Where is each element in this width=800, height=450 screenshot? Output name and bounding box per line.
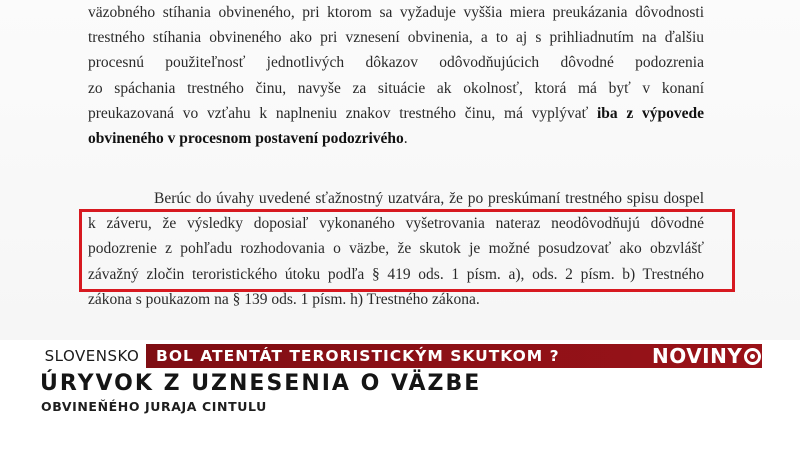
document-line: zákona s poukazom na § 139 ods. 1 písm. h) Trestného zákona.: [88, 290, 480, 308]
document-line: zo spáchania trestného činu, navyše za situácie ak okolnosť, ktorá má byť v konaní: [88, 79, 704, 97]
document-line: trestného stíhania obvineného ako pri vznesení obvinenia, a to aj s prihliadnutím na ďalšiu: [88, 29, 704, 47]
document-line: podozrenie z pohľadu rozhodovania o väzbe, že skutok je možné posudzovať ako obzvlášť: [88, 240, 704, 258]
document-line-text: .: [403, 130, 408, 148]
document-line: [88, 126, 704, 151]
caption-title: ÚRYVOK Z UZNESENIA O VÄZBE: [40, 371, 482, 396]
document-bold-text: obvineného v procesnom postavení podozrivého: [88, 130, 404, 148]
document-line-text: preukazovaná vo vzťahu k naplneniu znakov trestného činu, má vyplývať: [88, 104, 589, 122]
brand-name: NOVINY: [652, 344, 743, 368]
document-line: [88, 101, 704, 126]
region-tag: SLOVENSKO: [38, 344, 146, 368]
document-bold-text: iba z výpovede: [596, 104, 704, 122]
document-line: Berúc do úvahy uvedené sťažnostný uzatvára, že po preskúmaní trestného spisu dospel: [154, 190, 704, 207]
document-paragraph-1: [88, 0, 704, 151]
ticker-headline: BOL ATENTÁT TERORISTICKÝM SKUTKOM ?: [156, 347, 560, 365]
document-line: väzobného stíhania obvineného, pri ktorom sa vyžaduje vyššia miera preukázania dôvodnosti: [88, 4, 704, 21]
channel-brand: [652, 343, 762, 369]
brand-logo-icon: [744, 348, 761, 365]
highlight-box: [79, 209, 735, 292]
document-line: procesnú použiteľnosť jednotlivých dôkazov odôvodňujúcich dôvodné podozrenia: [88, 54, 704, 72]
document-line: k záveru, že výsledky doposiaľ vykonaného vyšetrovania nateraz neodôvodňujú dôvodné: [88, 215, 704, 233]
caption-subtitle: OBVINEŇÉHO JURAJA CINTULU: [41, 399, 267, 414]
document-line: závažný zločin teroristického útoku podľa § 419 ods. 1 písm. a), ods. 2 písm. b) Trestného: [88, 265, 704, 283]
